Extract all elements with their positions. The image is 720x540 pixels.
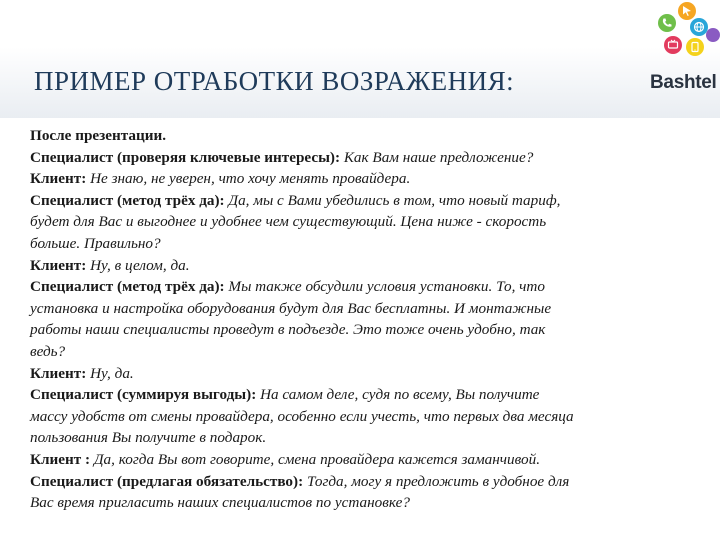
dialog-line (30, 211, 690, 233)
dialog-line (30, 168, 690, 190)
decorative-dot-icon (706, 28, 720, 42)
page-title: ПРИМЕР ОТРАБОТКИ ВОЗРАЖЕНИЯ: (34, 66, 515, 96)
speaker-label: Клиент: (30, 170, 91, 188)
dialog-line (30, 147, 690, 169)
speech-text: Ну, да. (90, 364, 134, 382)
speech-text: Да, когда Вы вот говорите, смена провайдера кажется заманчивой. (93, 450, 541, 468)
speaker-label: Специалист (проверяя ключевые интересы): (30, 148, 344, 166)
dialog-line (30, 471, 690, 493)
speaker-label: Специалист (метод трёх да): (30, 191, 229, 209)
phone-icon (658, 14, 676, 32)
dialog-line (30, 190, 690, 212)
speech-text: пользования Вы получите в подарок. (30, 429, 267, 447)
speech-text: Мы также обсудили условия установки. То, что (228, 278, 545, 296)
dialog-line (30, 298, 690, 320)
speaker-label: Специалист (предлагая обязательство): (30, 472, 307, 490)
speech-text: больше. Правильно? (30, 234, 161, 252)
dialog-line (30, 319, 690, 341)
speech-text: Вас время пригласить наших специалистов по установке? (30, 494, 410, 512)
brand-logo: Bashtel (650, 72, 717, 93)
speech-text: Как Вам наше предложение? (343, 148, 534, 166)
speech-text: массу удобств от смены провайдера, особенно если учесть, что первых два месяца (30, 407, 574, 425)
dialog-line (30, 341, 690, 363)
dialog-line (30, 406, 690, 428)
speaker-label: Специалист (метод трёх да): (30, 278, 229, 296)
speech-text: установка и настройка оборудования будут для Вас бесплатны. И монтажные (30, 299, 552, 317)
speech-text: Да, мы с Вами убедились в том, что новый тариф, (228, 191, 561, 209)
tablet-icon (686, 38, 704, 56)
speech-text: Тогда, могу я предложить в удобное для (306, 472, 570, 490)
dialog-line (30, 427, 690, 449)
dialog-line (30, 276, 690, 298)
speaker-label: Клиент: (30, 256, 91, 274)
stage-label: После презентации. (30, 127, 167, 144)
brand-icons (648, 0, 720, 64)
dialog-line (30, 363, 690, 385)
dialog-script (30, 125, 690, 514)
dialog-line (30, 125, 690, 147)
dialog-line (30, 233, 690, 255)
header-band (0, 0, 720, 118)
speaker-label: Клиент: (30, 364, 91, 382)
dialog-line (30, 492, 690, 514)
speech-text: На самом деле, судя по всему, Вы получите (260, 386, 540, 404)
speech-text: Не знаю, не уверен, что хочу менять провайдера. (90, 170, 411, 188)
dialog-line (30, 384, 690, 406)
cursor-icon (678, 2, 696, 20)
tv-icon (664, 36, 682, 54)
dialog-line (30, 449, 690, 471)
speech-text: работы наши специалисты проведут в подъезде. Это тоже очень удобно, так (30, 321, 546, 339)
speaker-label: Специалист (суммируя выгоды): (30, 386, 261, 404)
speech-text: ведь? (30, 342, 66, 360)
dialog-line (30, 255, 690, 277)
speech-text: будет для Вас и выгоднее и удобнее чем существующий. Цена ниже - скорость (30, 213, 547, 231)
speech-text: Ну, в целом, да. (90, 256, 190, 274)
speaker-label: Клиент : (30, 450, 94, 468)
